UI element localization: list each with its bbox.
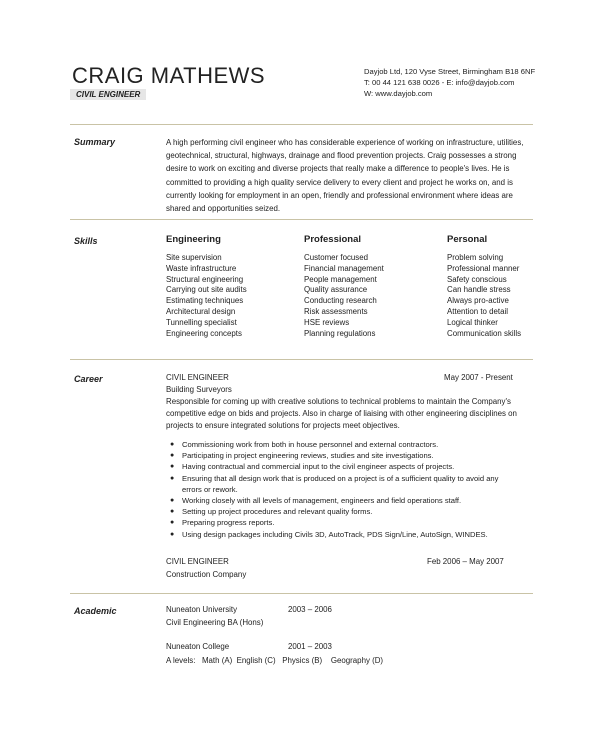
section-divider	[70, 359, 533, 360]
skill-item: Customer focused	[304, 253, 369, 262]
skills-column-professional	[304, 234, 384, 339]
skills-column-heading: Personal	[447, 234, 488, 245]
skill-item: Conducting research	[304, 296, 377, 306]
academic-institution: Nuneaton University	[166, 605, 238, 614]
skill-item: Estimating techniques	[166, 296, 244, 306]
list-item	[170, 517, 520, 528]
duty-text: Participating in project engineering reviews, studies and site investigations.	[182, 451, 434, 461]
skill-item: Engineering concepts	[166, 328, 242, 338]
section-divider	[70, 219, 533, 220]
skill-item: Carrying out site audits	[166, 285, 247, 295]
academic-label: Academic	[74, 606, 117, 616]
skill-item: Tunnelling specialist	[166, 317, 237, 327]
skill-item: Can handle stress	[447, 285, 511, 295]
bullet-icon: ●	[170, 474, 175, 482]
contact-website: W: www.dayjob.com	[364, 89, 433, 98]
skills-column-personal	[447, 234, 521, 339]
duty-text: Setting up project procedures and relevant quality forms.	[182, 507, 373, 517]
skill-item: Waste infrastructure	[166, 263, 237, 273]
job-dates: May 2007 - Present	[444, 373, 513, 382]
job-title-badge: CIVIL ENGINEER	[70, 89, 146, 100]
bullet-icon: ●	[170, 441, 175, 448]
academic-qualification: Civil Engineering BA (Hons)	[166, 618, 264, 627]
list-item	[170, 506, 520, 517]
list-item	[170, 450, 520, 461]
contact-block	[364, 66, 535, 99]
job-title: CIVIL ENGINEER	[166, 557, 229, 566]
skill-item: Logical thinker	[447, 317, 498, 327]
academic-dates: 2001 – 2003	[288, 642, 332, 651]
contact-address: Dayjob Ltd, 120 Vyse Street, Birmingham B18 6NF	[364, 67, 536, 76]
academic-institution: Nuneaton College	[166, 642, 230, 651]
section-divider	[70, 593, 533, 594]
skills-column-heading: Engineering	[166, 234, 221, 245]
duty-text: Ensuring that all design work that is produced on a project is of a sufficient quality to avoid any errors or rework.	[182, 473, 499, 494]
skills-column-heading: Professional	[304, 234, 362, 245]
skill-item: Risk assessments	[304, 306, 368, 316]
job-company: Construction Company	[166, 570, 247, 579]
list-item	[170, 529, 520, 540]
candidate-name: CRAIG MATHEWS	[72, 63, 266, 88]
bullet-icon: ●	[170, 463, 175, 471]
contact-phone-email: T: 00 44 121 638 0026 - E: info@dayjob.com	[364, 78, 515, 87]
bullet-icon: ●	[170, 508, 175, 516]
skill-item: HSE reviews	[304, 317, 350, 327]
career-label: Career	[74, 374, 103, 384]
academic-dates: 2003 – 2006	[288, 605, 332, 614]
skill-item: Planning regulations	[304, 328, 376, 338]
skill-item: Financial management	[304, 263, 384, 273]
list-item	[170, 461, 520, 472]
job-company: Building Surveyors	[166, 385, 232, 394]
skills-column-engineering	[166, 234, 247, 339]
skill-item: Attention to detail	[447, 306, 508, 316]
skill-item: Communication skills	[447, 328, 522, 338]
duty-text: Having contractual and commercial input to the civil engineer aspects of projects.	[182, 462, 455, 472]
skill-item: Professional manner	[447, 263, 520, 273]
skill-item: People management	[304, 274, 377, 284]
list-item	[170, 495, 520, 506]
job-dates: Feb 2006 – May 2007	[427, 557, 504, 566]
job-duties-list	[170, 439, 520, 540]
academic-qualification: A levels: Math (A) English (C) Physics (B) Geography (D)	[166, 656, 384, 665]
duty-text: Preparing progress reports.	[182, 518, 275, 528]
list-item	[170, 473, 520, 495]
skill-item: Architectural design	[166, 306, 236, 316]
bullet-icon: ●	[170, 519, 175, 527]
skill-item: Safety conscious	[447, 274, 507, 284]
bullet-icon: ●	[170, 497, 175, 505]
skill-item: Structural engineering	[166, 274, 244, 284]
skill-item: Problem solving	[447, 253, 504, 262]
skill-item: Site supervision	[166, 253, 222, 262]
skill-item: Always pro-active	[447, 296, 509, 306]
skills-label: Skills	[74, 236, 98, 246]
job-title: CIVIL ENGINEER	[166, 373, 229, 382]
job-description: Responsible for coming up with creative solutions to technical problems to maintain the Company's competitive edge on bids and projects. Also in charge of liaising with other engineering disciplines on projects to ensure integrated solutions for projects meet objectives.	[166, 397, 517, 430]
skill-item: Quality assurance	[304, 285, 368, 295]
section-divider	[70, 124, 533, 125]
bullet-icon: ●	[170, 452, 175, 460]
list-item	[170, 439, 520, 450]
duty-text: Using design packages including Civils 3D, AutoTrack, PDS Sign/Line, AutoSign, WINDES.	[182, 529, 488, 539]
bullet-icon: ●	[170, 530, 175, 538]
summary-text: A high performing civil engineer who has considerable experience of working on infrastructure, utilities, geotechnical, structural, highways, drainage and flood prevention projects. Craig possesses a strong desire to work on exciting and diverse projects that really make a difference to people's lives. He is committed to providing a high quality service delivery to every client and project he works on, and is currently looking for employment in an open, friendly and professional environment where ideas are shared and opportunities seized.	[166, 138, 524, 214]
duty-text: Working closely with all levels of management, engineers and field operations staff.	[182, 496, 462, 506]
duty-text: Commissioning work from both in house personnel and external contractors.	[182, 440, 439, 449]
summary-label: Summary	[74, 137, 116, 147]
